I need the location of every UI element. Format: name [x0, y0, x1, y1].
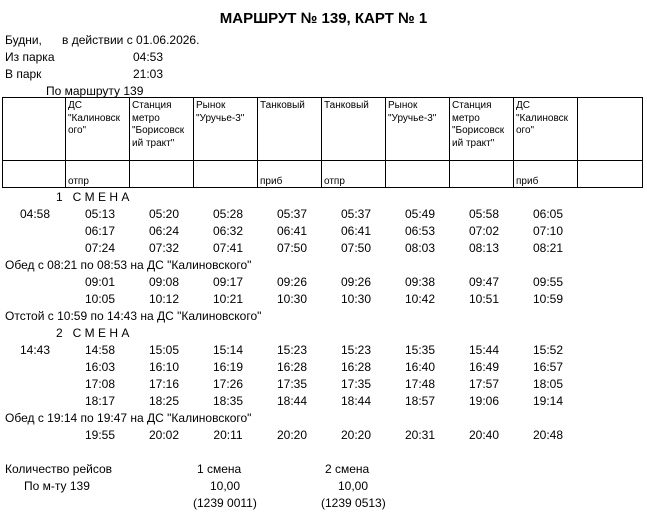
time-cell: 10:59: [532, 292, 564, 306]
time-cell: 19:14: [532, 394, 564, 408]
time-cell: 20:20: [340, 428, 372, 442]
column-header-tankovy-depart: Танковый: [324, 100, 369, 111]
time-cell: 15:23: [276, 343, 308, 357]
time-cell: 07:32: [148, 241, 180, 255]
time-cell: 05:37: [340, 207, 372, 221]
time-cell: 10:12: [148, 292, 180, 306]
time-cell: 10:30: [276, 292, 308, 306]
time-cell: 17:35: [340, 377, 372, 391]
time-cell: 05:28: [212, 207, 244, 221]
days-label: Будни,: [5, 33, 42, 47]
shift-2-trip-count: 10,00: [338, 479, 369, 493]
time-cell: 09:17: [212, 275, 244, 289]
time-cell: 06:41: [340, 224, 372, 238]
time-cell: 16:28: [276, 360, 308, 374]
time-cell: 20:48: [532, 428, 564, 442]
time-cell: 16:57: [532, 360, 564, 374]
time-cell: 10:51: [468, 292, 500, 306]
trip-count-label: Количество рейсов: [5, 462, 113, 476]
time-cell: 20:40: [468, 428, 500, 442]
time-cell: 18:17: [84, 394, 116, 408]
column-type-arrive: приб: [516, 176, 539, 187]
time-cell: 08:03: [404, 241, 436, 255]
time-cell: 20:11: [213, 428, 243, 442]
lunch-break-note: Обед с 08:21 по 08:53 на ДС "Калиновского": [5, 258, 252, 272]
time-cell: 15:14: [212, 343, 244, 357]
time-cell: 18:25: [148, 394, 180, 408]
time-cell: 19:55: [84, 428, 116, 442]
from-park-label: Из парка: [5, 50, 55, 64]
time-cell: 09:01: [84, 275, 116, 289]
route-label: По маршруту 139: [46, 84, 144, 98]
column-type-depart: отпр: [324, 176, 345, 187]
to-park-time: 21:03: [133, 67, 164, 81]
shift-1-label: 1 С М Е Н А: [56, 190, 130, 204]
time-cell: 05:13: [84, 207, 116, 221]
time-cell: 17:26: [212, 377, 244, 391]
time-cell: 17:57: [468, 377, 500, 391]
time-cell: 17:16: [148, 377, 180, 391]
time-cell: 05:58: [468, 207, 500, 221]
time-cell: 10:21: [212, 292, 244, 306]
column-header-uruchye-2: Рынок "Уручье-3": [388, 100, 437, 124]
page-title: МАРШРУТ № 139, КАРТ № 1: [219, 10, 428, 27]
time-cell: 09:26: [340, 275, 372, 289]
to-park-label: В парк: [5, 67, 42, 81]
time-cell: 07:41: [212, 241, 244, 255]
time-cell: 14:58: [84, 343, 116, 357]
column-header-ds-kalinovskogo-depart: ДС "Калиновск ого": [68, 100, 121, 136]
time-cell: 10:05: [84, 292, 116, 306]
column-header-tankovy-arrive: Танковый: [260, 100, 305, 111]
time-cell: 05:37: [276, 207, 308, 221]
time-cell: 10:42: [404, 292, 436, 306]
shift-1-trip-count: 10,00: [210, 479, 241, 493]
time-cell: 17:35: [276, 377, 308, 391]
route-summary-label: По м-ту 139: [24, 479, 90, 493]
time-cell: 06:05: [532, 207, 564, 221]
time-cell: 18:44: [340, 394, 372, 408]
time-cell: 05:20: [148, 207, 180, 221]
time-cell: 08:13: [468, 241, 500, 255]
layover-note: Отстой с 10:59 по 14:43 на ДС "Калиновского": [5, 309, 262, 323]
column-header-uruchye-1: Рынок "Уручье-3": [196, 100, 245, 124]
shift-2-label: 2 С М Е Н А: [56, 326, 130, 340]
valid-from: в действии с 01.06.2026.: [62, 33, 200, 47]
time-cell: 09:55: [532, 275, 564, 289]
shift-1-summary-label: 1 смена: [197, 462, 242, 476]
time-cell: 16:28: [340, 360, 372, 374]
time-cell: 20:02: [148, 428, 180, 442]
shift-2-start-time: 14:43: [20, 343, 51, 357]
time-cell: 07:50: [276, 241, 308, 255]
time-cell: 06:32: [212, 224, 244, 238]
time-cell: 06:41: [276, 224, 308, 238]
time-cell: 15:52: [532, 343, 564, 357]
time-cell: 15:35: [404, 343, 436, 357]
time-cell: 18:35: [212, 394, 244, 408]
time-cell: 16:49: [468, 360, 500, 374]
time-cell: 16:03: [84, 360, 116, 374]
time-cell: 07:24: [84, 241, 116, 255]
from-park-time: 04:53: [133, 50, 164, 64]
time-cell: 20:31: [404, 428, 436, 442]
time-cell: 08:21: [532, 241, 564, 255]
time-cell: 18:05: [532, 377, 564, 391]
column-header-metro-borisovsky-2: Станция метро "Борисовск ий тракт": [452, 100, 505, 149]
time-cell: 06:24: [148, 224, 180, 238]
shift-1-start-time: 04:58: [20, 207, 51, 221]
time-cell: 05:49: [404, 207, 436, 221]
timetable-header-grid: [0, 0, 647, 190]
time-cell: 19:06: [468, 394, 500, 408]
time-cell: 07:02: [468, 224, 500, 238]
shift-2-code: (1239 0513): [321, 496, 386, 510]
time-cell: 18:57: [404, 394, 436, 408]
column-header-metro-borisovsky-1: Станция метро "Борисовск ий тракт": [132, 100, 185, 149]
time-cell: 15:23: [340, 343, 372, 357]
time-cell: 16:19: [212, 360, 244, 374]
time-cell: 09:47: [468, 275, 500, 289]
time-cell: 09:38: [404, 275, 436, 289]
time-cell: 06:53: [404, 224, 436, 238]
time-cell: 17:48: [404, 377, 436, 391]
time-cell: 17:08: [84, 377, 116, 391]
time-cell: 07:10: [532, 224, 564, 238]
time-cell: 09:26: [276, 275, 308, 289]
time-cell: 16:40: [404, 360, 436, 374]
time-cell: 20:20: [276, 428, 308, 442]
time-cell: 16:10: [148, 360, 180, 374]
time-cell: 10:30: [340, 292, 372, 306]
time-cell: 07:50: [340, 241, 372, 255]
column-type-arrive: приб: [260, 176, 283, 187]
lunch-break-note: Обед с 19:14 по 19:47 на ДС "Калиновского": [5, 411, 252, 425]
time-cell: 15:44: [468, 343, 500, 357]
column-type-depart: отпр: [68, 176, 89, 187]
time-cell: 18:44: [276, 394, 308, 408]
shift-1-code: (1239 0011): [193, 496, 257, 510]
time-cell: 06:17: [84, 224, 116, 238]
shift-2-summary-label: 2 смена: [325, 462, 370, 476]
time-cell: 15:05: [148, 343, 180, 357]
time-cell: 09:08: [148, 275, 180, 289]
column-header-ds-kalinovskogo-arrive: ДС "Калиновск ого": [516, 100, 569, 136]
